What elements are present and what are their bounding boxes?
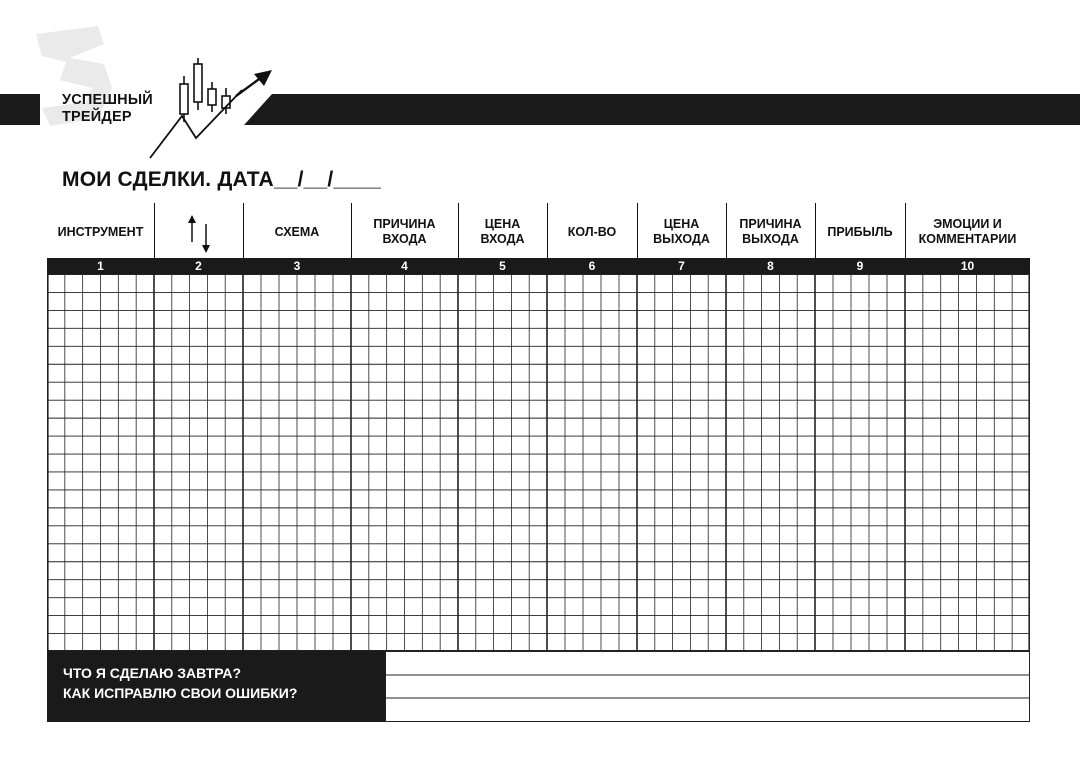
column-number-4: 4: [401, 259, 408, 273]
column-header-10-line-2: КОММЕНТАРИИ: [918, 232, 1017, 246]
column-number-9: 9: [856, 259, 864, 273]
column-header-6: [547, 203, 637, 261]
arrow-up-right-icon: [254, 70, 272, 86]
column-header-1: [47, 203, 154, 261]
header-separator: [905, 203, 906, 258]
table-header: [47, 203, 1030, 258]
brand-line-1: УСПЕШНЫЙ: [62, 92, 153, 108]
logo-graphic: [0, 0, 300, 160]
column-header-4-line-2: ВХОДА: [382, 232, 427, 246]
column-header-3-line-1: СХЕМА: [274, 224, 320, 239]
brand-line-2: ТРЕЙДЕР: [62, 109, 132, 125]
footer-question-box: [47, 651, 385, 722]
column-number-7: 7: [678, 259, 685, 273]
column-number-5: 5: [499, 259, 506, 273]
column-number-bar: [47, 258, 1030, 274]
column-header-7-line-2: ВЫХОДА: [653, 232, 710, 246]
column-header-8-line-2: ВЫХОДА: [742, 232, 799, 246]
footer-line-2: КАК ИСПРАВЛЮ СВОИ ОШИБКИ?: [63, 685, 298, 701]
journal-grid: [47, 274, 1030, 651]
header-separator: [458, 203, 459, 258]
candlestick-icon: [180, 58, 230, 122]
column-number-3: 3: [293, 259, 301, 273]
footer-answer-lines[interactable]: [385, 651, 1030, 722]
column-header-10-line-1: ЭМОЦИИ И: [933, 217, 1002, 231]
column-header-9: [815, 203, 905, 261]
header-separator: [815, 203, 816, 258]
footer-line-1: ЧТО Я СДЕЛАЮ ЗАВТРА?: [63, 665, 242, 681]
column-number-2: 2: [195, 259, 202, 273]
column-header-8: [726, 203, 815, 261]
column-header-3: [243, 203, 351, 261]
page-title: МОИ СДЕЛКИ. ДАТА__/__/____: [62, 168, 381, 191]
up-down-arrows-icon: [184, 210, 214, 254]
column-number-10: 10: [960, 259, 975, 273]
header-separator: [547, 203, 548, 258]
header-separator: [351, 203, 352, 258]
column-header-7-line-1: ЦЕНА: [663, 217, 700, 231]
column-header-4: [351, 203, 458, 261]
brand-name: [62, 92, 153, 126]
column-header-5-line-2: ВХОДА: [480, 232, 525, 246]
header-separator: [243, 203, 244, 258]
column-number-6: 6: [588, 259, 596, 273]
header-separator: [154, 203, 155, 258]
column-header-7: [637, 203, 726, 261]
column-header-5: [458, 203, 547, 261]
column-header-5-line-1: ЦЕНА: [484, 217, 521, 231]
column-header-10: [905, 203, 1030, 261]
column-header-1-line-1: ИНСТРУМЕНТ: [57, 224, 144, 239]
column-number-1: 1: [97, 259, 104, 273]
column-header-8-line-1: ПРИЧИНА: [739, 217, 802, 231]
column-header-4-line-1: ПРИЧИНА: [373, 217, 436, 231]
header-separator: [726, 203, 727, 258]
column-number-8: 8: [767, 259, 774, 273]
column-header-2: [154, 203, 243, 261]
column-header-9-line-1: ПРИБЫЛЬ: [827, 224, 893, 239]
header-separator: [637, 203, 638, 258]
column-header-6-line-1: КОЛ-ВО: [567, 224, 617, 239]
